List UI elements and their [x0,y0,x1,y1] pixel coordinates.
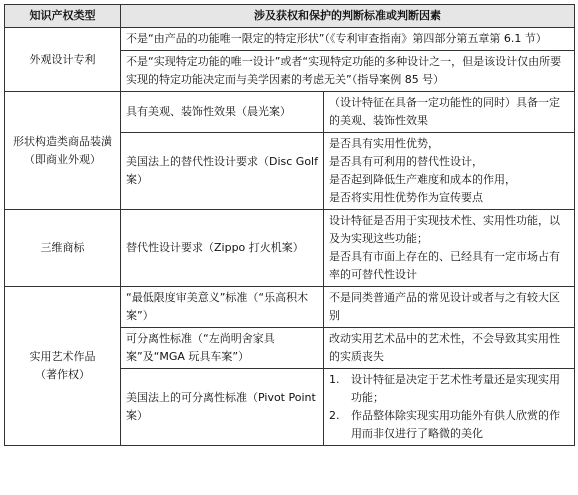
category-subtitle: （著作权） [35,368,90,381]
header-criteria: 涉及获权和保护的判断标准或判断因素 [121,5,575,28]
category-applied-art [5,287,121,446]
criteria-cell: 改动实用艺术品中的艺术性，不会导致其实用性的实质丧失 [324,328,575,369]
criteria-line: 是否将实用性优势作为宣传要点 [329,191,483,204]
criteria-line: 是否具有实用性优势， [329,137,439,150]
list-number: 2. [329,409,340,422]
category-design-patent: 外观设计专利 [5,28,121,92]
criteria-line: 是否起到降低生产难度和成本的作用， [329,173,516,186]
criteria-cell: 不是“由产品的功能唯一限定的特定形状”（《专利审查指南》第四部分第五章第 6.1 节） [121,28,575,51]
criteria-cell: 不是同类普通产品的常见设计或者与之有较大区别 [324,287,575,328]
category-title: 实用艺术作品 [29,350,96,363]
criteria-line: 是否具有可利用的替代性设计， [329,155,483,168]
criteria-line: 设计特征是否用于实现技术性、实用性功能，以及为实现这些功能； [329,214,560,245]
standard-label: 美国法上的可分离性标准（Pivot Point 案） [121,369,324,446]
category-trade-dress: 形状构造类商品装潢（即商业外观） [5,92,121,210]
criteria-cell [324,210,575,287]
list-number: 1. [329,373,340,386]
list-text: 设计特征是决定于艺术性考量还是实现实用功能； [351,373,560,404]
category-3d-trademark: 三维商标 [5,210,121,287]
list-item [329,371,569,407]
ip-criteria-table [4,4,575,446]
list-text: 作品整体除实现实用功能外有供人欣赏的作用而非仅进行了略微的美化 [351,409,560,440]
table-row [5,28,575,51]
table-row [5,287,575,328]
standard-label: 美国法上的替代性设计要求（Disc Golf 案） [121,133,324,210]
standard-label: 具有美观、装饰性效果（晨光案） [121,92,324,133]
table-row [5,92,575,133]
standard-label: “最低限度审美意义”标准（“乐高积木案”） [121,287,324,328]
standard-label: 替代性设计要求（Zippo 打火机案） [121,210,324,287]
criteria-cell [324,369,575,446]
criteria-cell: （设计特征在具备一定功能性的同时）具备一定的美观、装饰性效果 [324,92,575,133]
list-item [329,407,569,443]
numbered-list [329,371,569,443]
criteria-cell [324,133,575,210]
standard-label: 可分离性标准（“左尚明舍家具案”及“MGA 玩具车案”） [121,328,324,369]
table-row [5,210,575,287]
header-row [5,5,575,28]
criteria-line: 是否具有市面上存在的、已经具有一定市场占有率的可替代性设计 [329,250,560,281]
criteria-cell: 不是“实现特定功能的唯一设计”或者“实现特定功能的多种设计之一，但是该设计仅由所要实现的特定功能决定而与美学因素的考虑无关”（指导案例 85 号） [121,51,575,92]
header-ip-type: 知识产权类型 [5,5,121,28]
